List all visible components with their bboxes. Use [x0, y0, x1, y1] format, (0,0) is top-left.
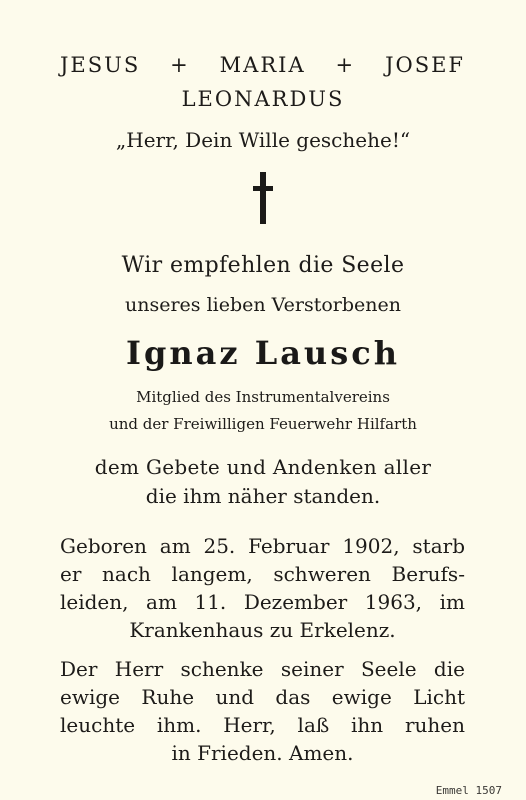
- blessing-line-4: [60, 739, 465, 767]
- blessing-line-word: und: [215, 685, 255, 709]
- biography-line-2: [60, 560, 465, 588]
- invocation-cross-2: +: [335, 53, 356, 77]
- intro-line-1: Wir empfehlen die Seele: [121, 253, 405, 278]
- blessing-line-word: ewige: [331, 685, 392, 709]
- blessing-line-word: die: [433, 657, 465, 681]
- biography-line-word: nach: [102, 562, 151, 586]
- biography-line-word: 1902,: [342, 534, 400, 558]
- biography-line-word: Krankenhaus zu Erkelenz.: [129, 618, 396, 642]
- blessing-line-word: ewige: [60, 685, 120, 709]
- blessing-line-word: Herr: [114, 657, 164, 681]
- membership-line-1: Mitglied des Instrumentalvereins: [136, 388, 390, 406]
- blessing-line-word: leuchte: [60, 713, 136, 737]
- blessing-line-word: seiner: [280, 657, 344, 681]
- biography-line-word: starb: [412, 534, 465, 558]
- blessing-paragraph: [60, 655, 465, 767]
- blessing-line-word: ihn: [351, 713, 384, 737]
- biography-line-1: [60, 532, 465, 560]
- blessing-line-2: [60, 683, 465, 711]
- invocation-header: [60, 53, 465, 77]
- cross-vertical-bar: [260, 172, 266, 224]
- biography-line-word: Februar: [248, 534, 330, 558]
- biography-line-word: am: [159, 534, 191, 558]
- invocation-jesus: JESUS: [60, 53, 141, 77]
- prayer-request-line-2: die ihm näher standen.: [145, 484, 381, 508]
- biography-paragraph: [60, 532, 465, 644]
- invocation-maria: MARIA: [219, 53, 306, 77]
- blessing-line-1: [60, 655, 465, 683]
- biography-line-word: 11.: [194, 590, 227, 614]
- latin-cross-icon: [253, 172, 273, 224]
- blessing-line-word: in Frieden. Amen.: [171, 741, 354, 765]
- biography-line-word: leiden,: [60, 590, 129, 614]
- motto: „Herr, Dein Wille geschehe!“: [115, 128, 411, 152]
- printer-mark: Emmel 1507: [435, 784, 502, 797]
- prayer-request-line-1: dem Gebete und Andenken aller: [94, 455, 432, 479]
- membership-line-2: und der Freiwilligen Feuerwehr Hilfarth: [109, 415, 417, 433]
- biography-line-word: Dezember: [243, 590, 348, 614]
- blessing-line-word: ruhen: [404, 713, 465, 737]
- blessing-line-3: [60, 711, 465, 739]
- biography-line-word: Berufs-: [391, 562, 465, 586]
- biography-line-word: schweren: [273, 562, 371, 586]
- invocation-cross-1: +: [170, 53, 190, 77]
- biography-line-word: am: [146, 590, 177, 614]
- blessing-line-word: Licht: [413, 685, 465, 709]
- biography-line-word: Geboren: [60, 534, 147, 558]
- deceased-name: Ignaz Lausch: [126, 334, 400, 372]
- intro-line-2: unseres lieben Verstorbenen: [124, 294, 401, 316]
- blessing-line-word: Seele: [360, 657, 417, 681]
- biography-line-3: [60, 588, 465, 616]
- blessing-line-word: Der: [60, 657, 98, 681]
- biography-line-word: langem,: [171, 562, 253, 586]
- cross-horizontal-bar: [253, 186, 273, 191]
- blessing-line-word: das: [275, 685, 311, 709]
- invocation-josef: JOSEF: [385, 53, 465, 77]
- blessing-line-word: ihm.: [156, 713, 202, 737]
- blessing-line-word: Herr,: [223, 713, 276, 737]
- biography-line-word: 1963,: [364, 590, 423, 614]
- biography-line-word: er: [60, 562, 82, 586]
- blessing-line-word: Ruhe: [141, 685, 195, 709]
- blessing-line-word: laß: [297, 713, 330, 737]
- patron-name: LEONARDUS: [181, 87, 345, 111]
- biography-line-4: [60, 616, 465, 644]
- blessing-line-word: schenke: [180, 657, 264, 681]
- biography-line-word: 25.: [203, 534, 236, 558]
- biography-line-word: im: [439, 590, 465, 614]
